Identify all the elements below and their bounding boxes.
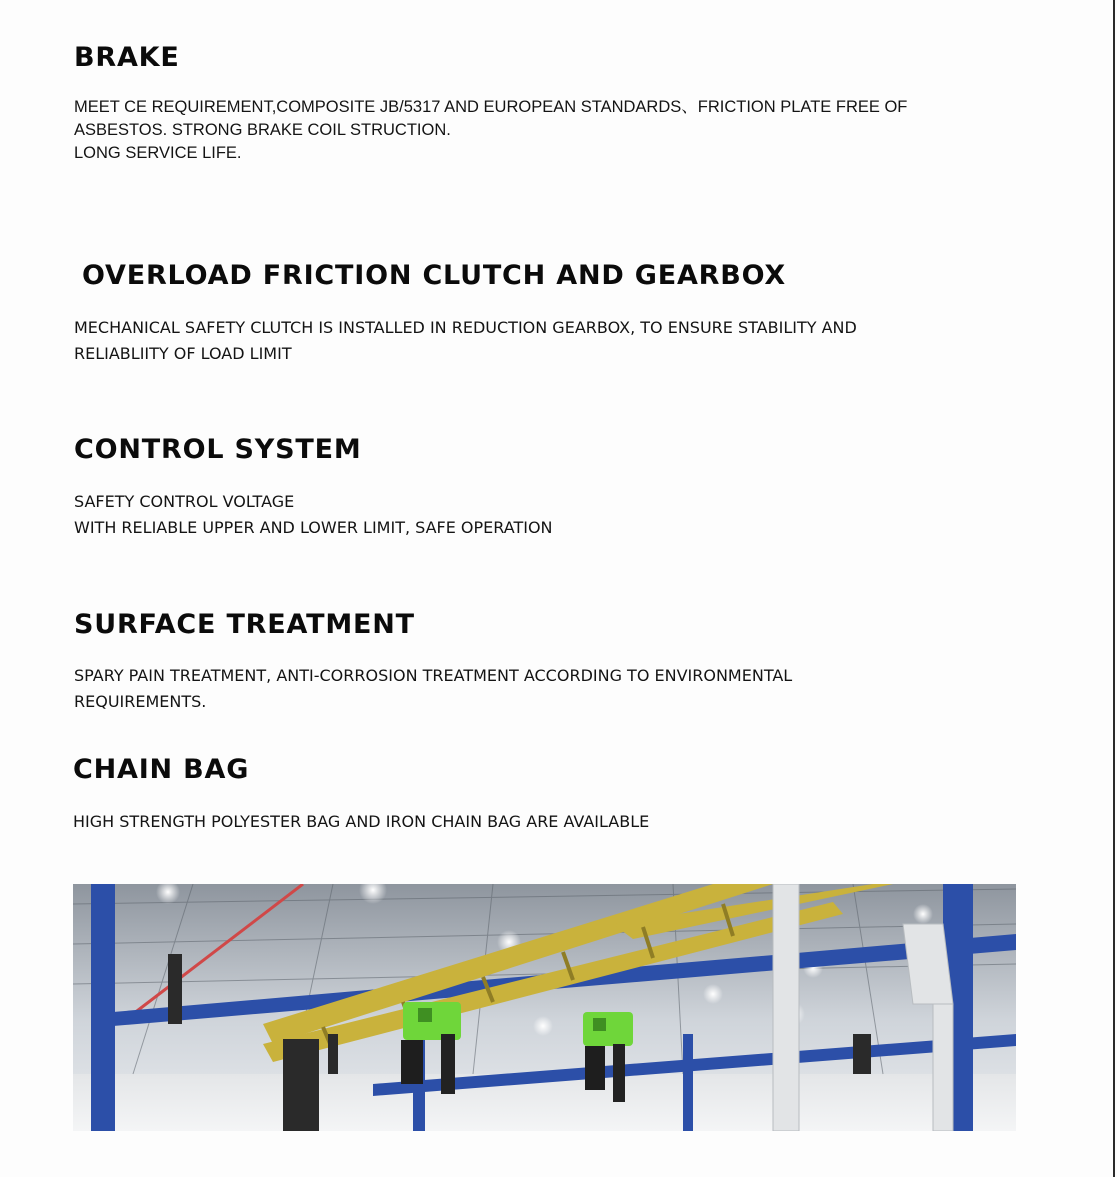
section-surface-treatment [74, 609, 792, 715]
section-heading: CHAIN BAG [73, 754, 250, 785]
section-overload-clutch [74, 260, 857, 367]
section-body [74, 663, 792, 715]
page-edge-line [1113, 0, 1115, 1177]
section-heading: BRAKE [74, 42, 180, 73]
section-control-system [74, 434, 553, 541]
section-heading: SURFACE TREATMENT [74, 609, 415, 640]
crane-photo [73, 884, 1016, 1131]
section-chain-bag [73, 754, 649, 835]
body-line: MECHANICAL SAFETY CLUTCH IS INSTALLED IN REDUCTION GEARBOX, TO ENSURE STABILITY AND [74, 318, 857, 337]
section-brake [74, 42, 907, 165]
body-line: SAFETY CONTROL VOLTAGE [74, 492, 295, 511]
body-line: SPARY PAIN TREATMENT, ANTI-CORROSION TREATMENT ACCORDING TO ENVIRONMENTAL [74, 666, 793, 685]
body-line: RELIABLIITY OF LOAD LIMIT [74, 344, 292, 363]
body-line: LONG SERVICE LIFE. [74, 144, 242, 162]
section-body [73, 809, 649, 835]
body-line: HIGH STRENGTH POLYESTER BAG AND IRON CHAIN BAG ARE AVAILABLE [73, 812, 650, 831]
body-line: ASBESTOS. STRONG BRAKE COIL STRUCTION. [74, 121, 451, 139]
section-body [74, 489, 553, 541]
section-body [74, 96, 907, 165]
body-line: REQUIREMENTS. [74, 692, 207, 711]
section-heading: CONTROL SYSTEM [74, 434, 362, 465]
section-body [74, 315, 857, 367]
body-line: MEET CE REQUIREMENT,COMPOSITE JB/5317 AND EUROPEAN STANDARDS、FRICTION PLATE FREE OF [74, 98, 908, 116]
body-line: WITH RELIABLE UPPER AND LOWER LIMIT, SAFE OPERATION [74, 518, 553, 537]
section-heading: OVERLOAD FRICTION CLUTCH AND GEARBOX [82, 260, 787, 291]
